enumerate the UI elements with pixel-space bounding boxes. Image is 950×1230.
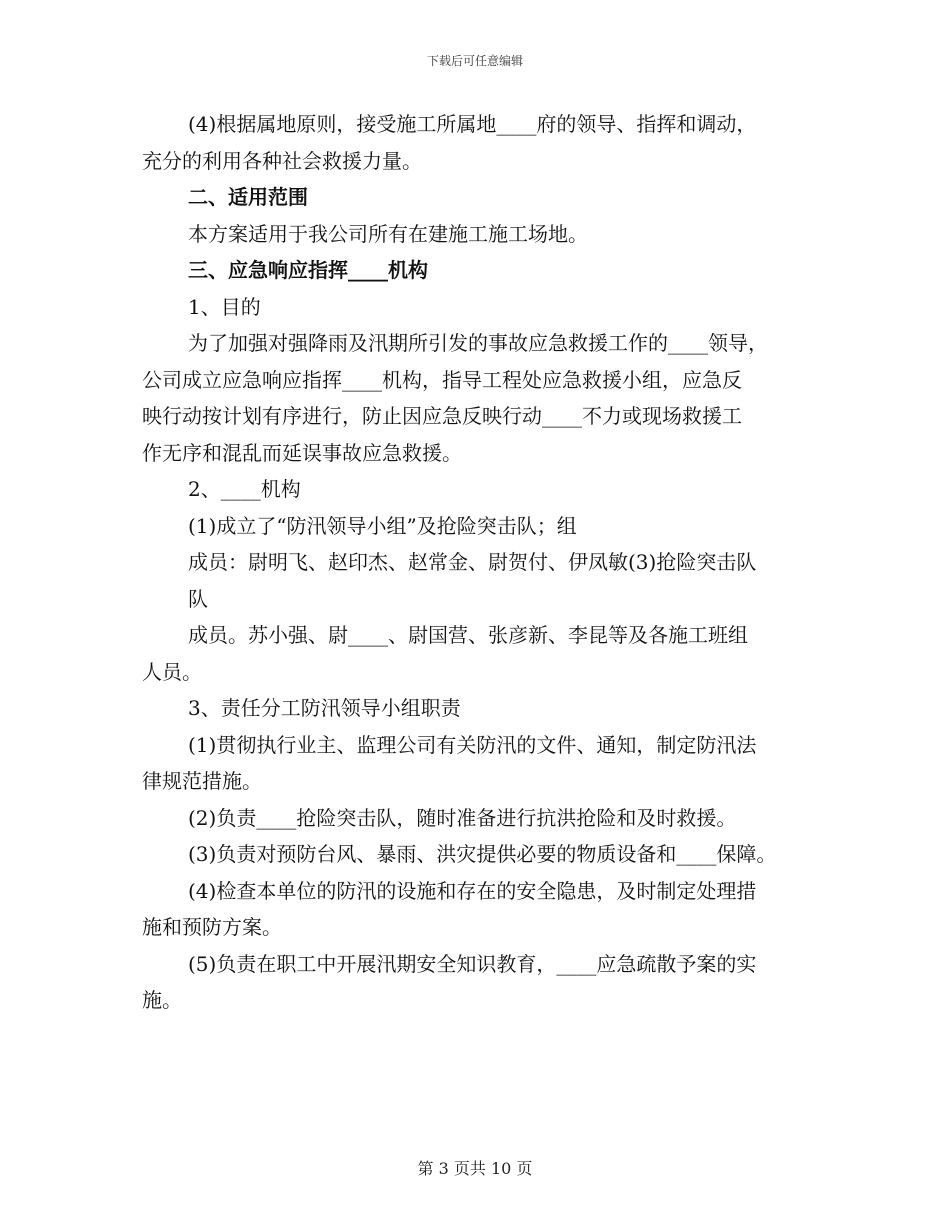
page-header: 下载后可任意编辑: [426, 54, 523, 68]
body-line: 本方案适用于我公司所有在建施工施工场地。: [188, 221, 588, 246]
body-line: 成员：尉明飞、赵印杰、赵常金、尉贺付、伊凤敏(3)抢险突击队: [188, 550, 757, 574]
body-line: 成员。苏小强、尉____、尉国营、张彦新、李昆等及各施工班组: [188, 623, 748, 647]
body-line: 作无序和混乱而延误事故应急救援。: [142, 440, 462, 465]
body-line: (1)成立了“防汛领导小组”及抢险突击队；组: [188, 513, 577, 538]
body-line: (2)负责____抢险突击队，随时准备进行抗洪抢险和及时救援。: [188, 805, 737, 830]
body-line: (4)根据属地原则，接受施工所属地____府的领导、指挥和调动，: [188, 112, 757, 136]
body-line: 人员。: [142, 659, 202, 684]
body-line: 律规范措施。: [142, 769, 262, 793]
body-line: 为了加强对强降雨及汛期所引发的事故应急救援工作的____领导，: [188, 331, 768, 355]
body-line: 充分的利用各种社会救援力量。: [142, 148, 422, 173]
body-line: (1)贯彻执行业主、监理公司有关防汛的文件、通知，制定防汛法: [188, 732, 757, 757]
body-line: (5)负责在职工中开展汛期安全知识教育，____应急疏散予案的实: [188, 951, 757, 976]
document-body: [142, 106, 822, 1019]
body-line: 公司成立应急响应指挥____机构，指导工程处应急救援小组，应急反: [142, 367, 742, 392]
body-line: 施和预防方案。: [142, 915, 282, 939]
subsection-heading: 3、责任分工防汛领导小组职责: [188, 696, 461, 720]
section-heading: 三、应急响应指挥____机构: [188, 258, 428, 282]
body-line: (4)检查本单位的防汛的设施和存在的安全隐患，及时制定处理措: [188, 878, 757, 903]
body-line: 队: [188, 586, 208, 611]
page-footer: 第 3 页共 10 页: [417, 1159, 533, 1178]
subsection-heading: 1、目的: [188, 294, 261, 319]
body-line: 映行动按计划有序进行，防止因应急反映行动____不力或现场救援工: [142, 404, 742, 428]
body-line: (3)负责对预防台风、暴雨、洪灾提供必要的物质设备和____保障。: [188, 842, 777, 866]
section-heading: 二、适用范围: [188, 185, 308, 209]
body-line: 施。: [142, 988, 182, 1012]
subsection-heading: 2、____机构: [188, 477, 301, 501]
